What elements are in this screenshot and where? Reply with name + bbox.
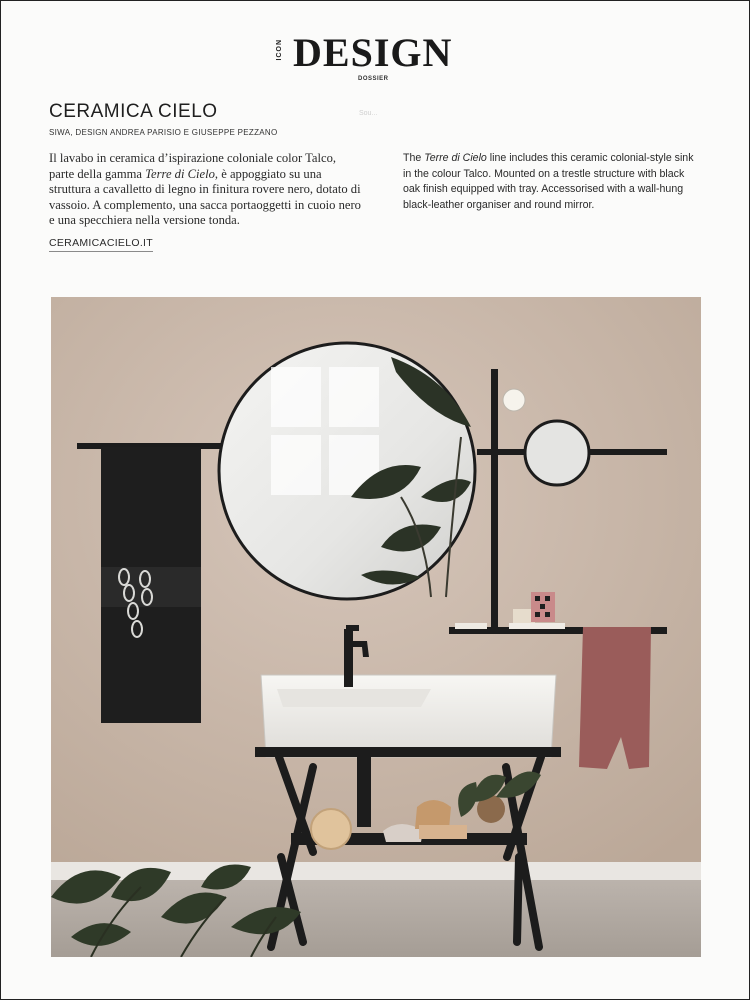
brand-design-word: DESIGN	[293, 30, 453, 75]
website-link[interactable]: CERAMICACIELO.IT	[49, 237, 153, 252]
drain-pipe	[357, 757, 371, 827]
hanging-towel	[579, 627, 651, 769]
soap-dish	[455, 623, 487, 629]
brand-icon-word: ICON	[276, 39, 283, 61]
italian-product-line: Terre di Cielo	[145, 166, 215, 181]
italian-text-2: , è appoggiato su una struttura a cavalletto di legno in finitura rovere nero, dotato di vassoio. A complemento, una sacca portaoggetti in cuoio nero e una specchiera nella versione tonda.	[49, 166, 361, 228]
italian-text-1: Il lavabo in ceramica d’ispirazione coloniale color Talco, parte della gamma	[49, 151, 337, 181]
wall-light	[503, 389, 525, 411]
stand-top-frame	[255, 747, 561, 757]
italian-description	[49, 151, 364, 229]
soap-tray	[509, 623, 565, 629]
small-mirror	[525, 421, 589, 485]
article-credit: SIWA, DESIGN ANDREA PARISIO E GIUSEPPE PEZZANO	[49, 128, 278, 137]
english-text-1: The	[403, 152, 425, 164]
english-text-2: line includes this ceramic colonial-style sink in the colour Talco. Mounted on a trestle structure with black oak finish equipped with tray. Accessorised with a wall-hung black-leather organiser and round mirror.	[403, 152, 694, 211]
rope-ball	[311, 809, 351, 849]
wood-box	[419, 825, 467, 839]
english-description	[403, 151, 703, 213]
product-photo	[51, 297, 701, 957]
english-product-line: Terre di Cielo	[424, 152, 487, 164]
article-title: CERAMICA CIELO	[49, 101, 218, 122]
vertical-rack-pole	[491, 369, 498, 631]
ceramic-sink	[261, 675, 556, 757]
show-through-text: Sou...	[359, 110, 378, 117]
masthead	[1, 29, 750, 89]
section-label: DOSSIER	[358, 76, 389, 82]
sink-basin	[277, 689, 431, 707]
